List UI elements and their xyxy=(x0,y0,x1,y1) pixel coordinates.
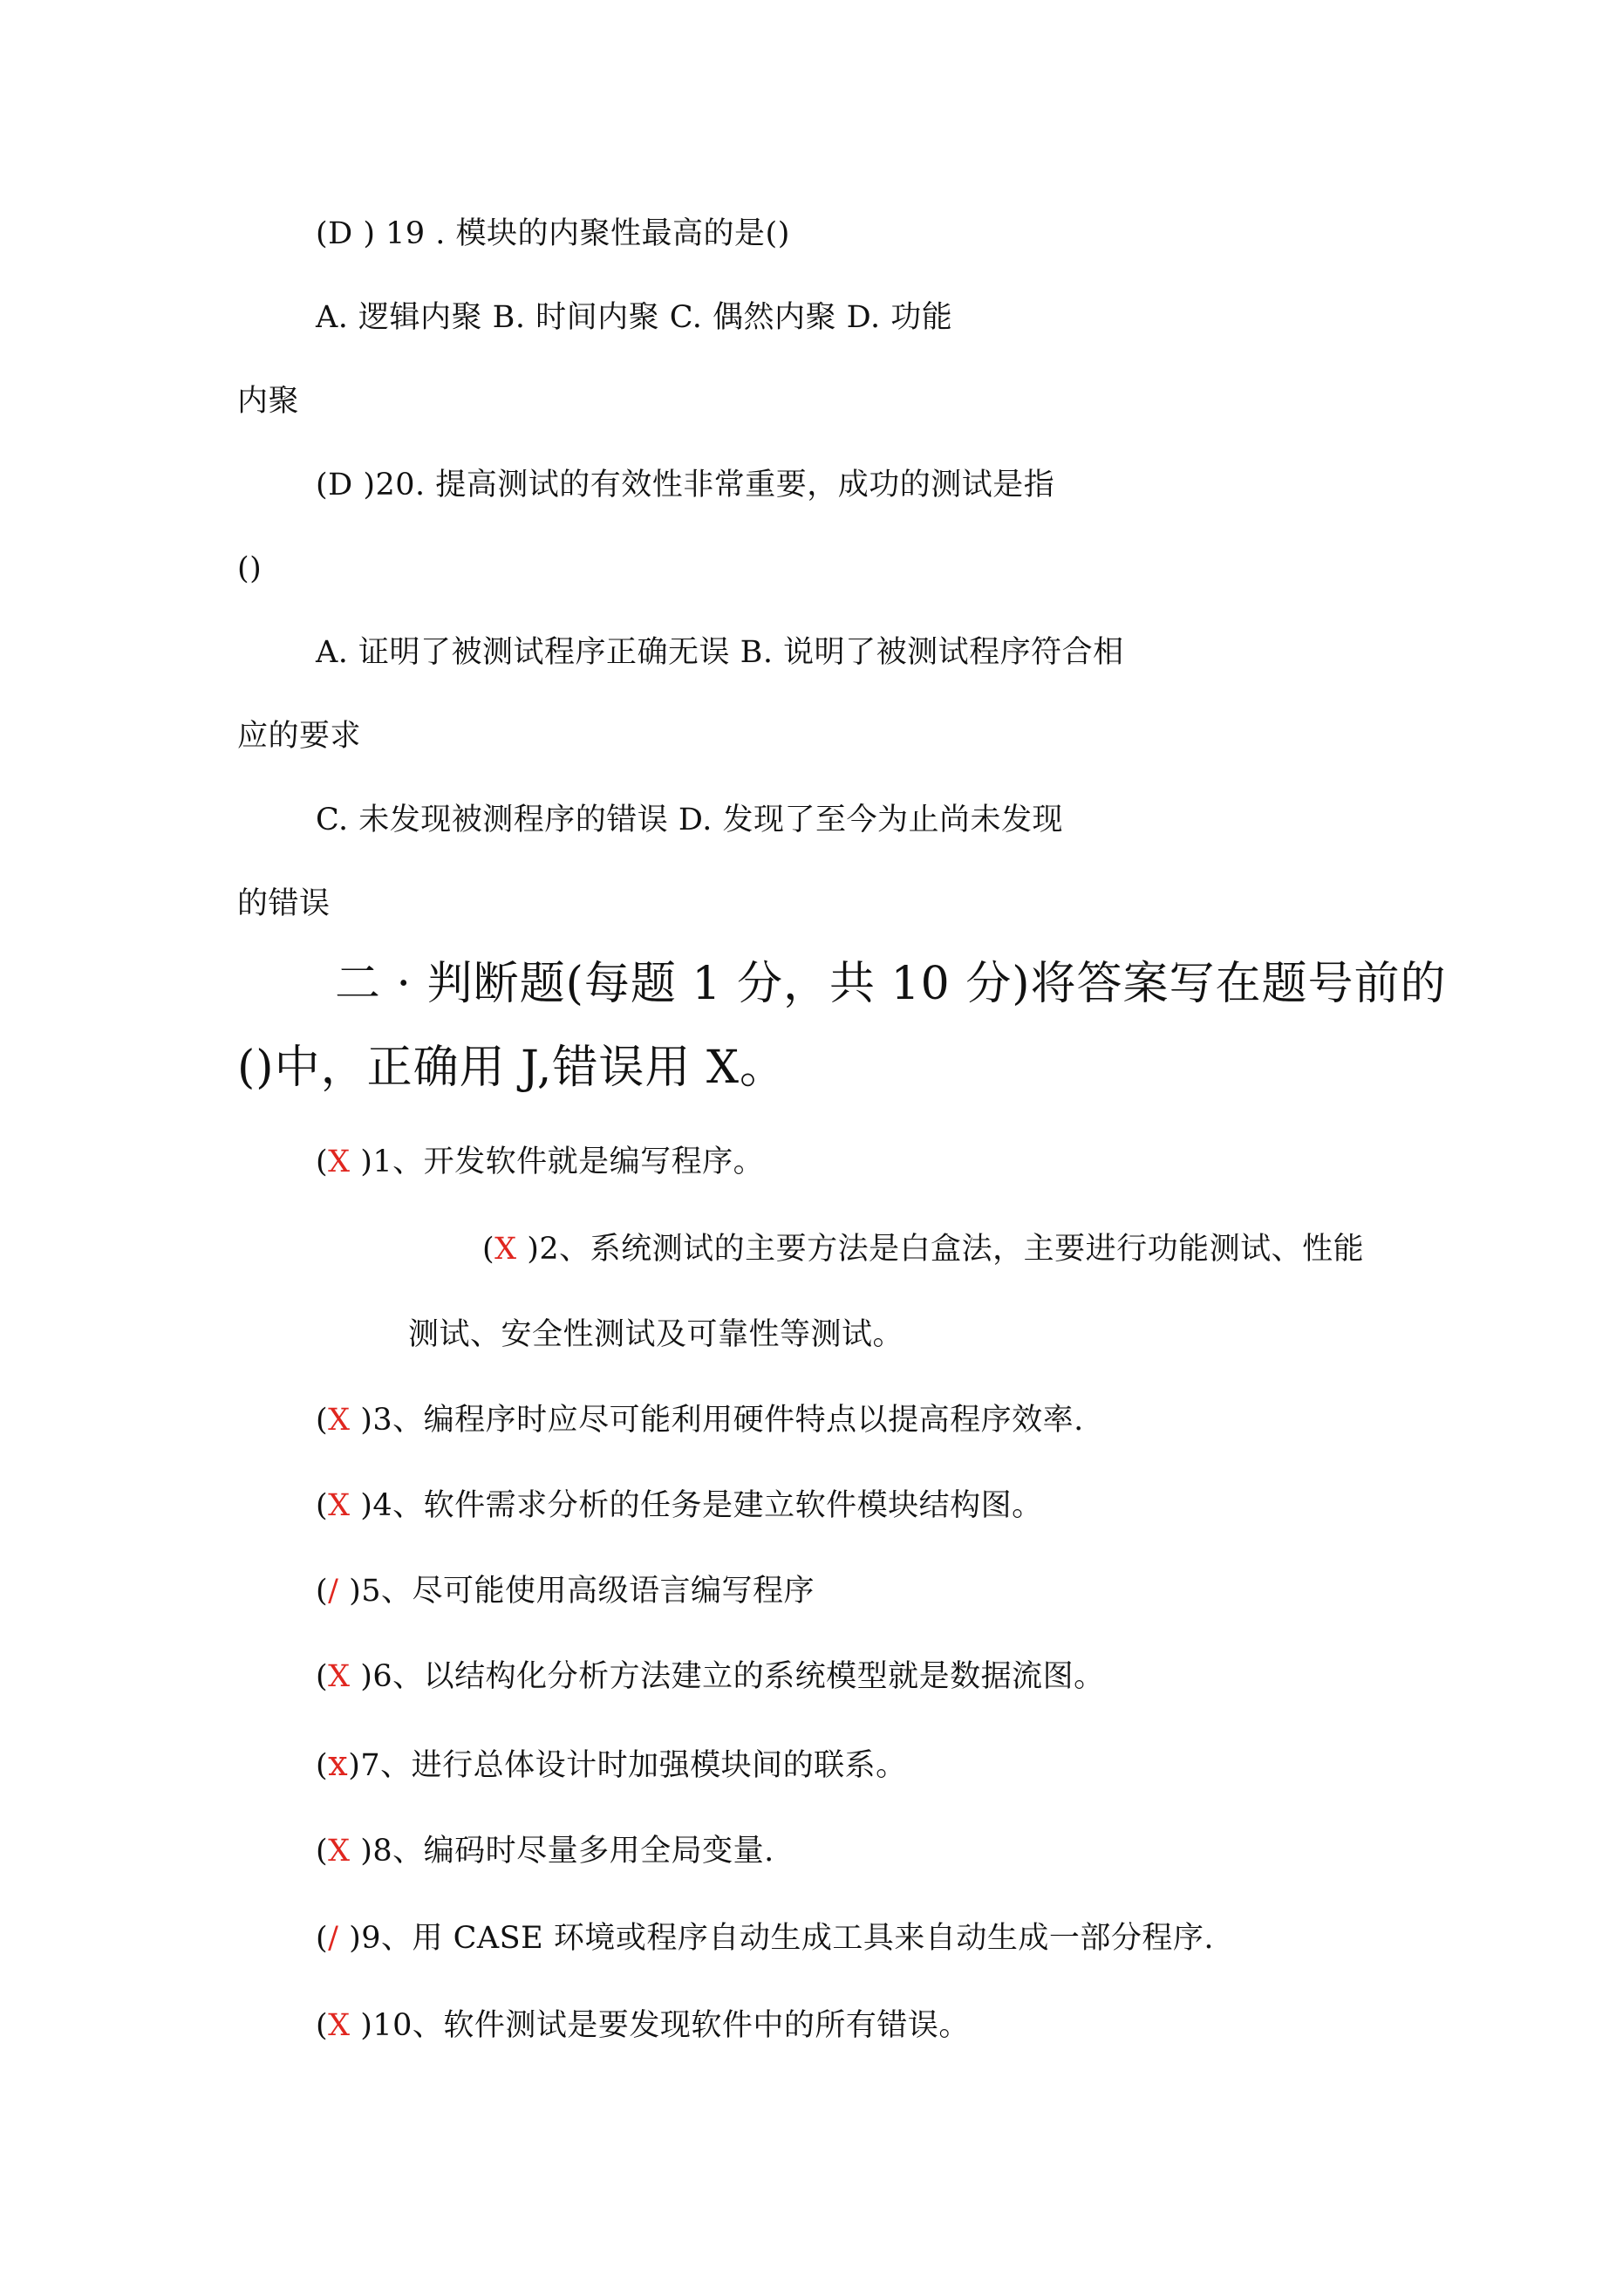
answer-mark: X xyxy=(328,1659,351,1694)
answer-mark: X xyxy=(328,1403,351,1438)
tf-item-8 xyxy=(316,1832,774,1870)
question-20-cont: () xyxy=(237,551,263,586)
tf-item-6 xyxy=(316,1657,1105,1696)
paren-open: ( xyxy=(316,1659,329,1694)
section-2-heading: 二 · 判断题(每题 1 分，共 10 分)将答案写在题号前的 xyxy=(335,958,1447,1010)
tf-item-3 xyxy=(316,1401,1084,1439)
paren-open: ( xyxy=(316,1145,329,1179)
question-text: 20. 提高测试的有效性非常重要，成功的测试是指 xyxy=(375,468,1055,502)
paren-open: ( xyxy=(316,1403,329,1438)
question-20-options-ab-cont: 应的要求 xyxy=(237,719,362,754)
item-text: )3、编程序时应尽可能利用硬件特点以提高程序效率. xyxy=(350,1403,1084,1438)
question-20 xyxy=(316,466,1054,504)
answer-mark: X xyxy=(328,2008,351,2043)
paren-open: ( xyxy=(316,1488,329,1523)
question-19 xyxy=(316,215,790,253)
tf-item-2-cont: 测试、安全性测试及可靠性等测试。 xyxy=(408,1317,904,1352)
answer-mark: X xyxy=(328,1488,351,1523)
answer-marker: (D ) xyxy=(316,468,376,502)
tf-item-7 xyxy=(316,1745,907,1785)
paren-open: ( xyxy=(316,1921,329,1956)
paren-open: ( xyxy=(316,1574,329,1609)
answer-mark: / xyxy=(328,1921,339,1956)
answer-mark: X xyxy=(328,1145,351,1179)
item-text: )9、用 CASE 环境或程序自动生成工具来自动生成一部分程序. xyxy=(338,1921,1214,1956)
paren-open: ( xyxy=(316,2008,329,2043)
tf-item-1 xyxy=(316,1143,764,1181)
answer-mark: x xyxy=(328,1744,349,1784)
item-text: )10、软件测试是要发现软件中的所有错误。 xyxy=(350,2008,970,2043)
item-text: )8、编码时尽量多用全局变量. xyxy=(350,1834,774,1869)
paren-open: ( xyxy=(316,1834,329,1869)
question-text: 19 . 模块的内聚性最高的是() xyxy=(385,216,790,251)
tf-item-9 xyxy=(316,1919,1214,1958)
paren-open: ( xyxy=(482,1232,495,1267)
item-text: )6、以结构化分析方法建立的系统模型就是数据流图。 xyxy=(350,1659,1105,1694)
question-20-options-cd-cont: 的错误 xyxy=(237,886,331,921)
item-text: )7、进行总体设计时加强模块间的联系。 xyxy=(348,1748,907,1783)
answer-mark: X xyxy=(328,1834,351,1869)
question-19-options: A. 逻辑内聚 B. 时间内聚 C. 偶然内聚 D. 功能 xyxy=(316,300,953,335)
tf-item-10 xyxy=(316,2006,970,2045)
tf-item-4 xyxy=(316,1486,1043,1525)
item-text: )1、开发软件就是编写程序。 xyxy=(350,1145,765,1179)
item-text: )4、软件需求分析的任务是建立软件模块结构图。 xyxy=(350,1488,1043,1523)
question-20-options-ab: A. 证明了被测试程序正确无误 B. 说明了被测试程序符合相 xyxy=(316,635,1124,670)
paren-open: ( xyxy=(316,1748,329,1783)
question-20-options-cd: C. 未发现被测程序的错误 D. 发现了至今为止尚未发现 xyxy=(316,803,1063,837)
question-19-options-cont: 内聚 xyxy=(237,384,300,419)
section-2-heading-cont: ()中，正确用 J,错误用 X。 xyxy=(237,1042,786,1094)
item-text: )5、尽可能使用高级语言编写程序 xyxy=(338,1574,815,1609)
answer-mark: / xyxy=(328,1574,339,1609)
tf-item-2 xyxy=(482,1230,1364,1268)
item-text: )2、系统测试的主要方法是白盒法，主要进行功能测试、性能 xyxy=(516,1232,1365,1267)
answer-mark: X xyxy=(494,1232,517,1267)
answer-marker: (D ) xyxy=(316,216,386,251)
tf-item-5 xyxy=(316,1572,815,1610)
